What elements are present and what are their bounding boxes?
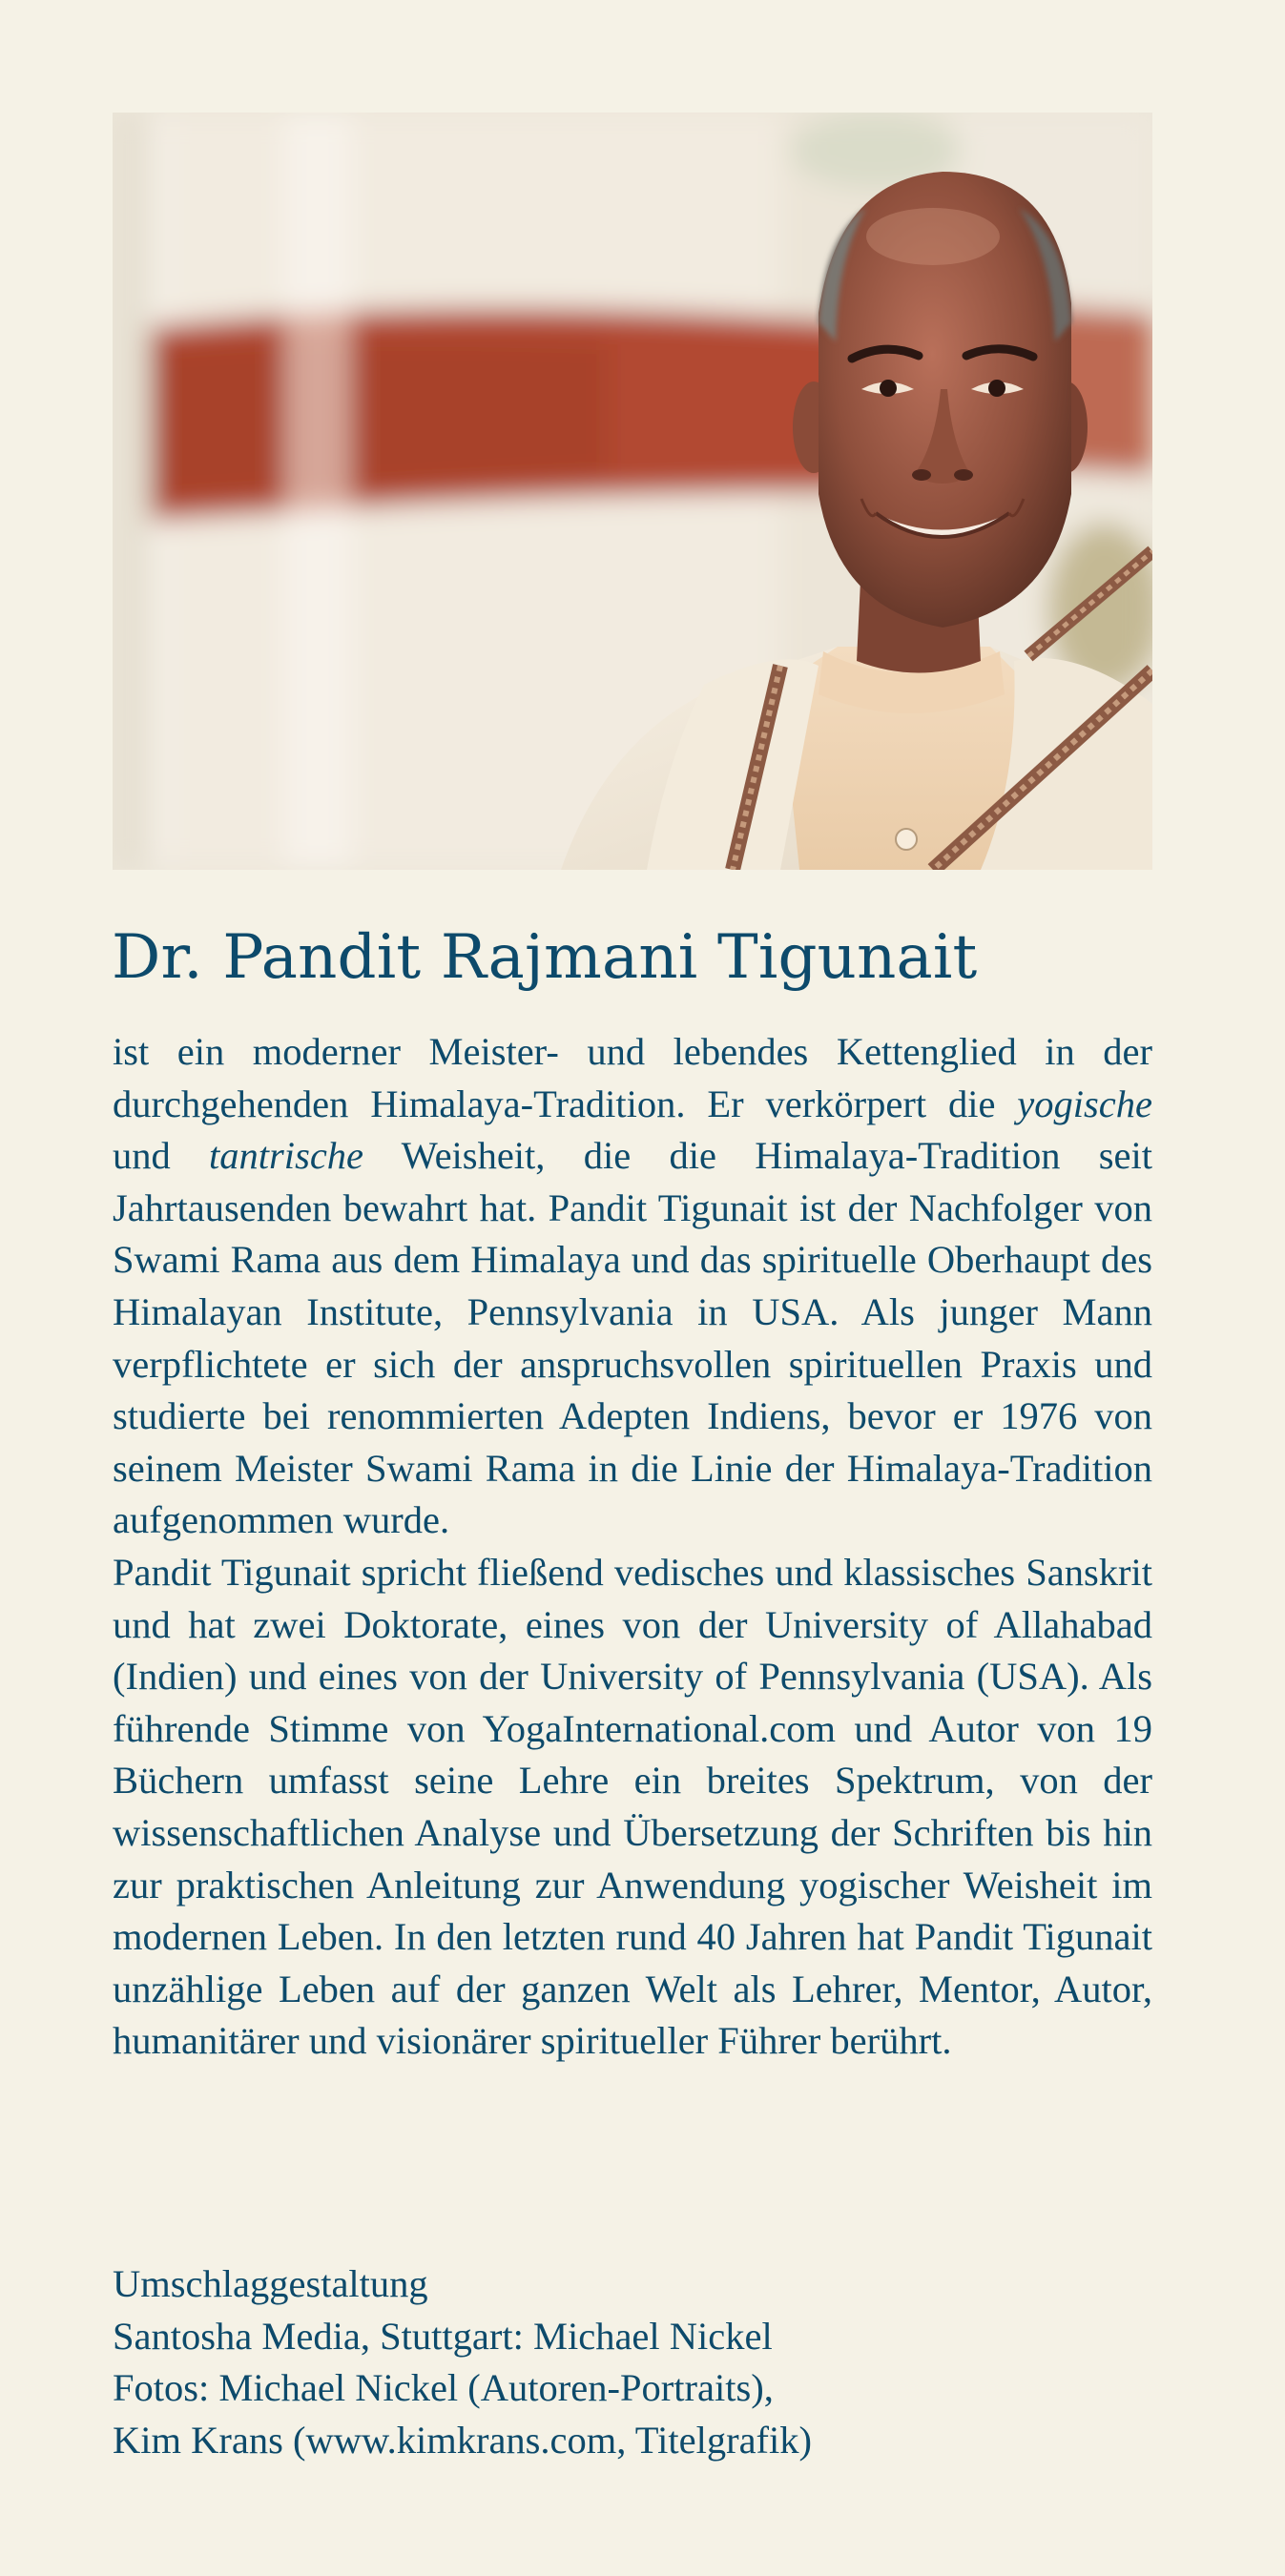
biography-italic-yogische: yogische	[1017, 1082, 1152, 1125]
biography-paragraph-1-part-c: Weisheit, die die Himalaya-Tradition seit Jahrtausenden bewahrt hat. Pandit Tigunait ist der Nachfolger von Swami Rama aus dem Himalaya und das spirituelle Oberhaupt des Himalayan Institute, Pennsylvania in USA. Als junger Mann verpflichtete er sich der anspruchsvollen spirituellen Praxis und studierte bei renommierten Adepten Indiens, bevor er 1976 von seinem Meister Swami Rama in die Linie der Himalaya-Tradition aufgenommen wurde.	[113, 1134, 1152, 1542]
credits-design: Santosha Media, Stuttgart: Michael Nickel	[113, 2314, 773, 2358]
author-portrait	[113, 113, 1152, 870]
author-portrait-illustration	[113, 113, 1152, 870]
biography-paragraph-1-part-b: und	[113, 1134, 210, 1178]
author-name: Dr. Pandit Rajmani Tigunait	[112, 922, 978, 993]
biography-paragraph-1	[113, 1026, 1152, 1547]
cover-credits	[113, 2258, 1152, 2466]
biography-paragraph-2: Pandit Tigunait spricht fließend vedisches und klassisches Sanskrit und hat zwei Doktorate, eines von der University of Allahabad (Indien) und eines von der University of Pennsylvania (USA). Als führende Stimme von YogaInternational.com und Autor von 19 Büchern umfasst seine Lehre ein breites Spektrum, von der wissenschaftlichen Analyse und Übersetzung der Schriften bis hin zur praktischen Anleitung zur Anwendung yogischer Weisheit im modernen Leben. In den letzten rund 40 Jahren hat Pandit Tigunait unzählige Leben auf der ganzen Welt als Lehrer, Mentor, Autor, humanitärer und visionärer spiritueller Führer berührt.	[113, 1550, 1152, 2063]
biography-italic-tantrische: tantrische	[209, 1134, 364, 1178]
author-biography	[113, 1026, 1152, 2068]
biography-paragraph-1-part-a: ist ein moderner Meister- und lebendes Kettenglied in der durchgehenden Himalaya-Tradition. Er verkörpert die	[113, 1030, 1152, 1125]
credits-photos: Fotos: Michael Nickel (Autoren-Portraits),	[113, 2366, 774, 2410]
credits-heading: Umschlaggestaltung	[113, 2262, 428, 2305]
credits-title-graphic: Kim Krans (www.kimkrans.com, Titelgrafik)	[113, 2418, 813, 2462]
